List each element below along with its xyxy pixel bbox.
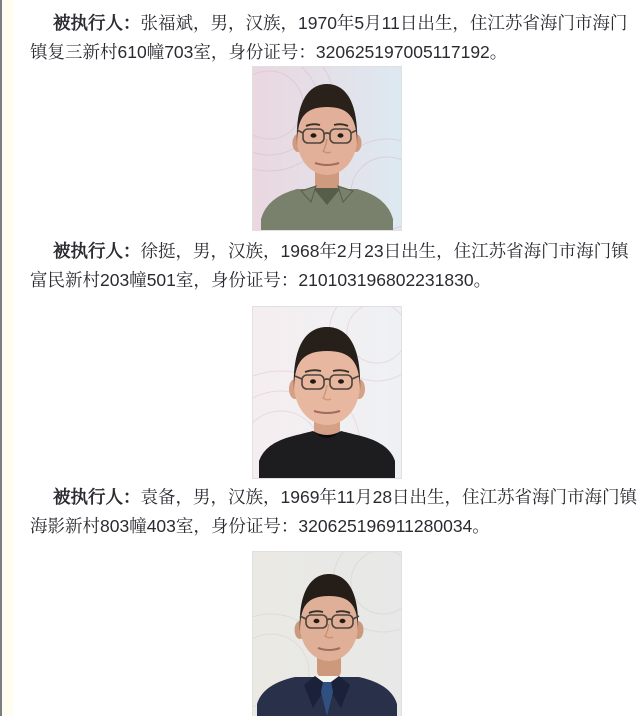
person-3-label: 被执行人： <box>53 487 141 507</box>
person-3-details: 袁备，男，汉族，1969年11月28日出生，住江苏省海门市海门镇 <box>140 487 638 507</box>
person-1-info-line-1 <box>30 9 626 38</box>
portrait-illustration-1 <box>253 67 401 230</box>
person-2-details: 徐挺，男，汉族，1968年2月23日出生，住江苏省海门市海门镇 <box>140 241 629 261</box>
person-2-label: 被执行人： <box>53 241 141 261</box>
page-left-edge-strip <box>2 0 13 716</box>
portrait-illustration-2 <box>253 307 401 478</box>
person-1-label: 被执行人： <box>53 13 141 33</box>
person-3-id-photo <box>253 552 401 716</box>
person-entry-3 <box>0 483 640 716</box>
person-entry-2 <box>0 237 640 478</box>
person-3-info-line-1 <box>30 483 638 512</box>
person-3-info-line-2: 海影新村803幢403室，身份证号：320625196911280034。 <box>30 516 490 536</box>
portrait-illustration-3 <box>253 552 401 716</box>
person-2-info-line-2: 富民新村203幢501室，身份证号：210103196802231830。 <box>30 270 492 290</box>
person-1-info-line-2: 镇复三新村610幢703室，身份证号：320625197005117192。 <box>30 42 508 62</box>
person-2-paragraph <box>30 237 629 295</box>
person-2-info-line-1 <box>30 237 629 266</box>
person-1-paragraph <box>30 9 626 67</box>
person-1-details: 张福斌，男，汉族，1970年5月11日出生，住江苏省海门市海门 <box>140 13 628 33</box>
person-entry-1 <box>0 9 640 230</box>
person-2-id-photo <box>253 307 401 478</box>
person-1-id-photo <box>253 67 401 230</box>
person-3-paragraph <box>30 483 638 541</box>
